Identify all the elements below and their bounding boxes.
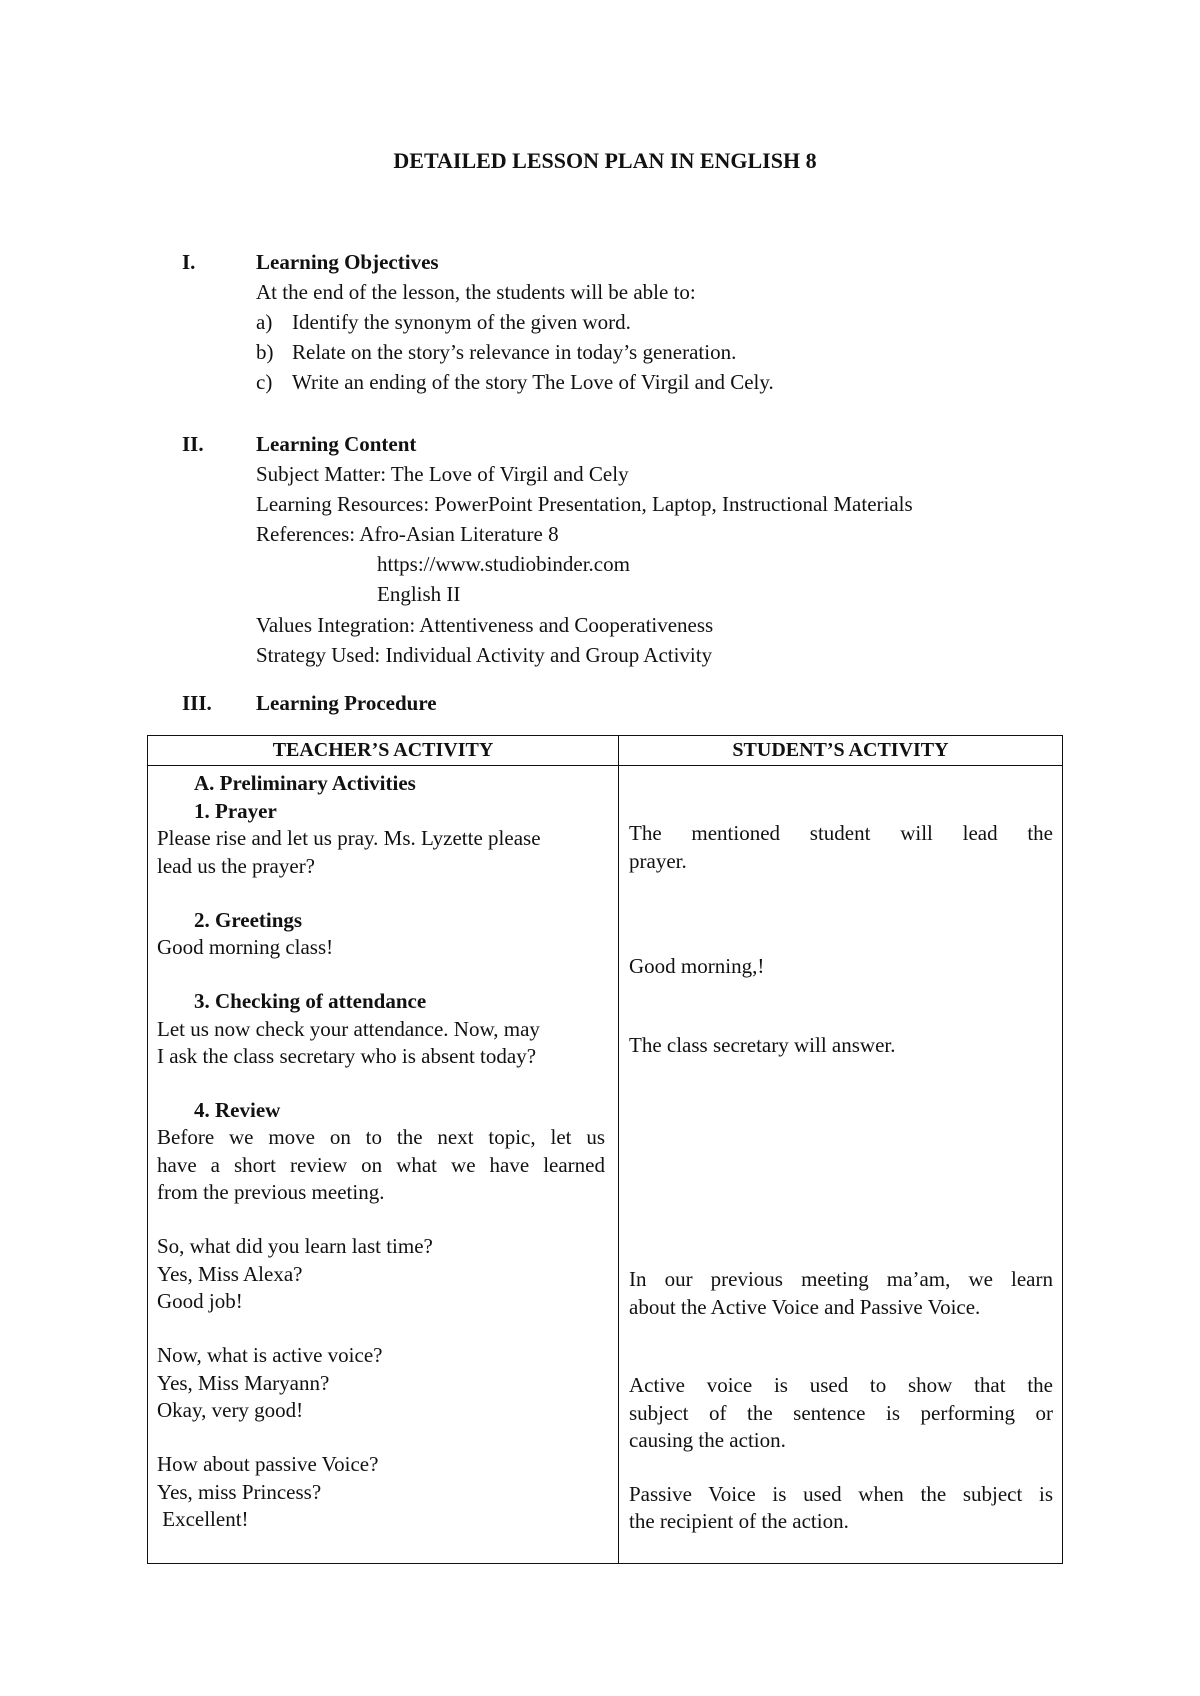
teacher-question-2-line-3: Okay, very good!	[157, 1398, 304, 1422]
teacher-prayer-line-2: lead us the prayer?	[157, 854, 316, 878]
teacher-attendance-line-2: I ask the class secretary who is absent today?	[157, 1044, 537, 1068]
teacher-question-3-line-2: Yes, miss Princess?	[157, 1480, 322, 1504]
reference-english: English II	[377, 582, 461, 606]
subject-matter: Subject Matter: The Love of Virgil and Cely	[256, 462, 629, 486]
learning-resources: Learning Resources: PowerPoint Presentation, Laptop, Instructional Materials	[256, 492, 913, 516]
student-answer-3-line-1: Passive Voice is used when the subject is	[629, 1482, 1053, 1506]
student-answer-2-line-1: Active voice is used to show that the	[629, 1373, 1053, 1397]
teacher-review-line-1: Before we move on to the next topic, let us	[157, 1125, 605, 1149]
review-heading: 4. Review	[194, 1098, 281, 1122]
teacher-review-line-2: have a short review on what we have learned	[157, 1153, 605, 1177]
teacher-review-line-3: from the previous meeting.	[157, 1180, 385, 1204]
section-1-heading: Learning Objectives	[256, 250, 439, 274]
objective-b-letter: b)	[256, 340, 274, 364]
values-integration: Values Integration: Attentiveness and Cooperativeness	[256, 613, 714, 637]
section-1-numeral: I.	[182, 250, 196, 274]
objective-c-text: Write an ending of the story The Love of Virgil and Cely.	[292, 370, 774, 394]
attendance-heading: 3. Checking of attendance	[194, 989, 427, 1013]
objective-a-letter: a)	[256, 310, 273, 334]
student-answer-2-line-2: subject of the sentence is performing or	[629, 1401, 1053, 1425]
student-prayer-line-2: prayer.	[629, 849, 687, 873]
student-prayer-line-1: The mentioned student will lead the	[629, 821, 1053, 845]
teacher-question-3-line-1: How about passive Voice?	[157, 1452, 379, 1476]
reference-url: https://www.studiobinder.com	[377, 552, 630, 576]
section-3-numeral: III.	[182, 691, 212, 715]
section-3-heading: Learning Procedure	[256, 691, 437, 715]
greetings-heading: 2. Greetings	[194, 908, 303, 932]
prayer-heading: 1. Prayer	[194, 799, 277, 823]
section-2-numeral: II.	[182, 432, 204, 456]
column-divider	[618, 736, 619, 1563]
teacher-question-3-line-3: Excellent!	[157, 1507, 249, 1531]
student-answer-2-line-3: causing the action.	[629, 1428, 786, 1452]
teacher-activity-header: TEACHER’S ACTIVITY	[272, 739, 494, 761]
references: References: Afro-Asian Literature 8	[256, 522, 559, 546]
document-title: DETAILED LESSON PLAN IN ENGLISH 8	[393, 148, 817, 173]
header-divider	[148, 765, 1062, 766]
teacher-greeting-line: Good morning class!	[157, 935, 334, 959]
section-2-heading: Learning Content	[256, 432, 417, 456]
teacher-question-1-line-1: So, what did you learn last time?	[157, 1234, 433, 1258]
objective-b-text: Relate on the story’s relevance in today’s generation.	[292, 340, 737, 364]
student-attendance-line: The class secretary will answer.	[629, 1033, 896, 1057]
strategy-used: Strategy Used: Individual Activity and Group Activity	[256, 643, 713, 667]
teacher-attendance-line-1: Let us now check your attendance. Now, may	[157, 1017, 540, 1041]
teacher-question-2-line-2: Yes, Miss Maryann?	[157, 1371, 330, 1395]
student-answer-1-line-1: In our previous meeting ma’am, we learn	[629, 1267, 1053, 1291]
procedure-table	[147, 735, 1063, 1564]
teacher-question-1-line-3: Good job!	[157, 1289, 243, 1313]
objectives-intro: At the end of the lesson, the students will be able to:	[256, 280, 696, 304]
student-answer-1-line-2: about the Active Voice and Passive Voice.	[629, 1295, 981, 1319]
preliminary-activities-heading: A. Preliminary Activities	[194, 771, 416, 795]
teacher-question-1-line-2: Yes, Miss Alexa?	[157, 1262, 303, 1286]
student-activity-header: STUDENT’S ACTIVITY	[732, 739, 949, 761]
objective-a-text: Identify the synonym of the given word.	[292, 310, 631, 334]
student-answer-3-line-2: the recipient of the action.	[629, 1509, 849, 1533]
teacher-prayer-line-1: Please rise and let us pray. Ms. Lyzette please	[157, 826, 541, 850]
student-greeting-line: Good morning,!	[629, 954, 765, 978]
objective-c-letter: c)	[256, 370, 273, 394]
teacher-question-2-line-1: Now, what is active voice?	[157, 1343, 383, 1367]
